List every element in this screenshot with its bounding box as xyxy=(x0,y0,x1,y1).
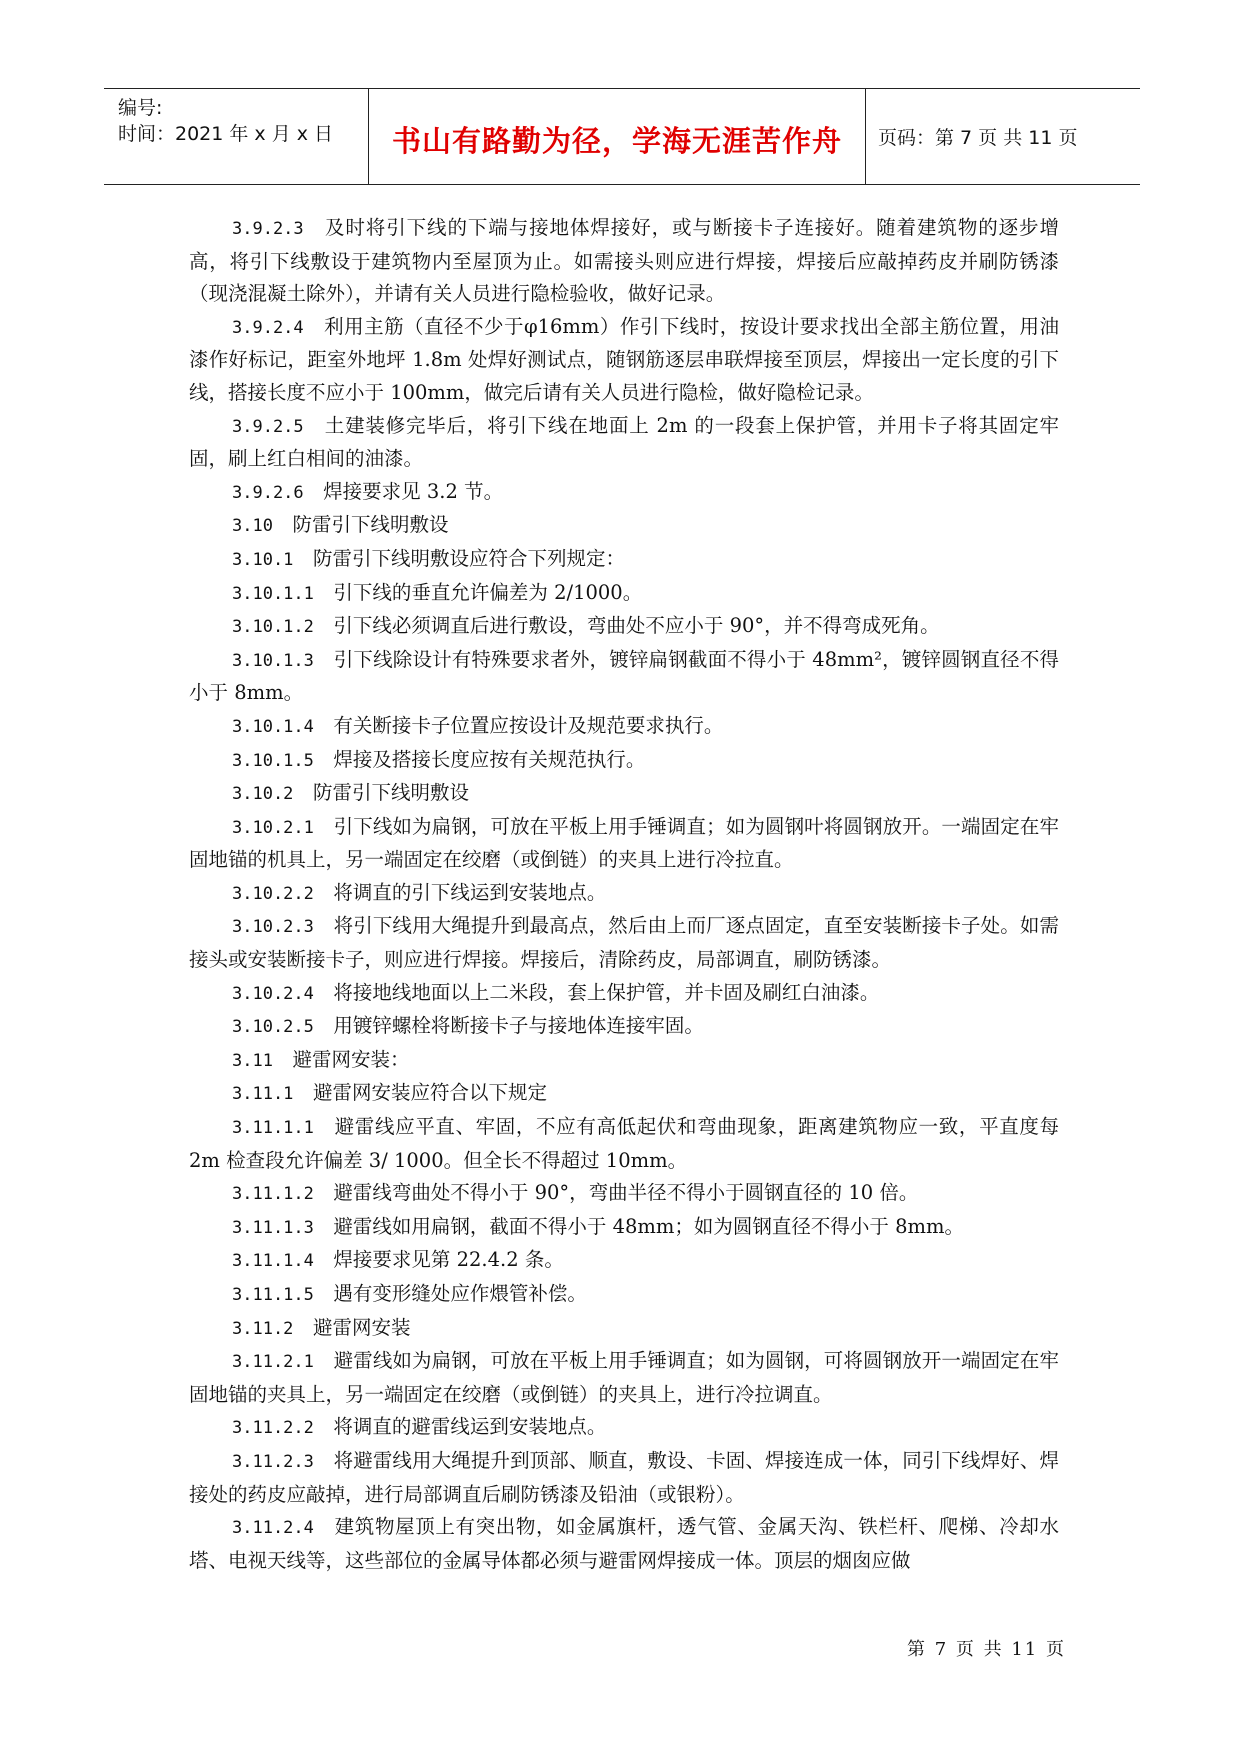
header-motto: 书山有路勤为径，学海无涯苦作舟 xyxy=(391,124,842,158)
paragraph-text: 避雷线如为扁钢，可放在平板上用手锤调直；如为圆钢，可将圆钢放开一端固定在牢固地锚的夹具上，另一端固定在绞磨（或倒链）的夹具上，进行冷拉调直。 xyxy=(189,1349,1059,1406)
paragraph xyxy=(189,777,1059,811)
paragraph xyxy=(189,744,1059,778)
paragraph-text: 焊接要求见 3.2 节。 xyxy=(323,479,504,503)
section-number: 3.10.2.2 xyxy=(232,883,314,904)
section-number: 3.11.1.3 xyxy=(232,1217,314,1238)
section-number: 3.11.1 xyxy=(232,1084,294,1105)
number-gap xyxy=(304,315,324,338)
number-gap xyxy=(314,981,334,1004)
section-number: 3.11.1.5 xyxy=(232,1285,314,1305)
paragraph xyxy=(189,1010,1059,1044)
paragraph-text: 将接地线地面以上二米段，套上保护管，并卡固及刷红白油漆。 xyxy=(333,980,880,1004)
section-number: 3.11.1.1 xyxy=(232,1118,314,1139)
section-number: 3.10 xyxy=(232,516,273,537)
section-number: 3.10.2.1 xyxy=(232,817,314,838)
number-gap xyxy=(314,1181,334,1204)
paragraph-text: 利用主筋（直径不少于φ16mm）作引下线时，按设计要求找出全部主筋位置，用油漆作好标记，距室外地坪 1.8m 处焊好测试点，随钢筋逐层串联焊接至顶层，焊接出一定长度的引下线，搭接长度不应小于 100mm，做完后请有关人员进行隐检，做好隐检记录。 xyxy=(189,314,1059,404)
paragraph-text: 避雷网安装： xyxy=(292,1047,410,1071)
paragraph-text: 焊接要求见第 22.4.2 条。 xyxy=(333,1248,564,1272)
paragraph-text: 避雷网安装 xyxy=(312,1315,411,1339)
section-number: 3.10.2.3 xyxy=(232,917,314,938)
paragraph-text: 避雷线弯曲处不得小于 90°，弯曲半径不得小于圆钢直径的 10 倍。 xyxy=(333,1181,919,1205)
paragraph-text: 引下线除设计有特殊要求者外，镀锌扁钢截面不得小于 48mm²，镀锌圆钢直径不得小于 8mm。 xyxy=(189,647,1059,705)
number-gap xyxy=(314,1248,334,1271)
paragraph xyxy=(189,1111,1059,1177)
paragraph xyxy=(189,577,1059,611)
paragraph-text: 避雷网安装应符合以下规定 xyxy=(312,1081,547,1105)
number-gap xyxy=(314,1515,335,1538)
paragraph xyxy=(189,1445,1059,1511)
paragraph-text: 引下线的垂直允许偏差为 2/1000。 xyxy=(333,580,643,604)
number-gap xyxy=(314,815,334,838)
paragraph xyxy=(189,543,1059,577)
paragraph-text: 避雷线应平直、牢固，不应有高低起伏和弯曲现象，距离建筑物应一致，平直度每 2m 检查段允许偏差 3/ 1000。但全长不得超过 10mm。 xyxy=(189,1115,1059,1172)
paragraph xyxy=(189,1044,1059,1078)
header-page-cell xyxy=(866,89,1140,184)
number-gap xyxy=(314,1215,334,1238)
number-gap xyxy=(314,581,334,604)
section-number: 3.11.2 xyxy=(232,1318,294,1339)
number-gap xyxy=(273,1048,293,1071)
number-gap xyxy=(314,881,334,904)
number-gap xyxy=(273,513,293,536)
section-number: 3.10.2.4 xyxy=(232,983,314,1004)
paragraph xyxy=(189,509,1059,543)
section-number: 3.10.2.5 xyxy=(232,1017,314,1038)
header-page-label: 页码：第 7 页 共 11 页 xyxy=(878,127,1078,149)
paragraph xyxy=(189,1211,1059,1245)
number-gap xyxy=(314,714,334,737)
document-body xyxy=(189,212,1059,1577)
paragraph-text: 用镀锌螺栓将断接卡子与接地体连接牢固。 xyxy=(333,1014,704,1038)
paragraph-text: 建筑物屋顶上有突出物，如金属旗杆，透气管、金属天沟、铁栏杆、爬梯、冷却水塔、电视天线等，这些部位的金属导体都必须与避雷网焊接成一体。顶层的烟囱应做 xyxy=(189,1515,1059,1572)
section-number: 3.11.1.4 xyxy=(232,1251,314,1272)
paragraph-text: 避雷线如用扁钢，截面不得小于 48mm；如为圆钢直径不得小于 8mm。 xyxy=(333,1214,964,1238)
section-number: 3.9.2.6 xyxy=(232,482,304,503)
page-footer: 第 7 页 共 11 页 xyxy=(907,1639,1066,1660)
number-gap xyxy=(314,1415,334,1438)
section-number: 3.11.1.2 xyxy=(232,1184,314,1205)
paragraph xyxy=(189,476,1059,510)
paragraph xyxy=(189,1177,1059,1211)
number-gap xyxy=(293,1081,313,1104)
paragraph xyxy=(189,311,1059,410)
paragraph xyxy=(189,910,1059,976)
number-gap xyxy=(314,914,334,937)
paragraph-text: 防雷引下线明敷设 xyxy=(292,513,449,537)
section-number: 3.10.1.5 xyxy=(232,750,314,771)
paragraph-text: 防雷引下线明敷设 xyxy=(312,781,469,805)
section-number: 3.10.1.2 xyxy=(232,617,314,638)
number-gap xyxy=(293,781,313,804)
section-number: 3.11.2.4 xyxy=(232,1518,314,1539)
paragraph xyxy=(189,644,1059,710)
paragraph-text: 将引下线用大绳提升到最高点，然后由上而厂逐点固定，直至安装断接卡子处。如需接头或安装断接卡子，则应进行焊接。焊接后，清除药皮，局部调直，刷防锈漆。 xyxy=(189,914,1059,972)
paragraph xyxy=(189,1345,1059,1411)
paragraph xyxy=(189,1511,1059,1577)
number-gap xyxy=(314,1014,334,1037)
paragraph-text: 土建装修完毕后，将引下线在地面上 2m 的一段套上保护管，并用卡子将其固定牢固，刷上红白相间的油漆。 xyxy=(189,413,1059,471)
section-number: 3.11 xyxy=(232,1050,273,1071)
paragraph-text: 及时将引下线的下端与接地体焊接好，或与断接卡子连接好。随着建筑物的逐步增高，将引下线敷设于建筑物内至屋顶为止。如需接头则应进行焊接，焊接后应敲掉药皮并刷防锈漆（现浇混凝土除外），并请有关人员进行隐检验收，做好记录。 xyxy=(189,216,1059,306)
header-info-cell xyxy=(104,89,369,184)
number-gap xyxy=(314,748,334,771)
paragraph-text: 有关断接卡子位置应按设计及规范要求执行。 xyxy=(333,713,724,737)
section-number: 3.9.2.4 xyxy=(232,317,304,338)
section-number: 3.10.2 xyxy=(232,784,294,805)
number-gap xyxy=(314,614,334,637)
paragraph xyxy=(189,710,1059,744)
paragraph xyxy=(189,1411,1059,1445)
paragraph xyxy=(189,877,1059,911)
paragraph xyxy=(189,1312,1059,1346)
paragraph-text: 焊接及搭接长度应按有关规范执行。 xyxy=(333,747,646,771)
number-gap xyxy=(314,1449,334,1472)
paragraph-text: 引下线如为扁钢，可放在平板上用手锤调直；如为圆钢叶将圆钢放开。一端固定在牢固地锚的机具上，另一端固定在绞磨（或倒链）的夹具上进行冷拉直。 xyxy=(189,814,1059,872)
paragraph xyxy=(189,610,1059,644)
number-gap xyxy=(314,648,334,671)
paragraph xyxy=(189,977,1059,1011)
paragraph-text: 将调直的避雷线运到安装地点。 xyxy=(333,1415,607,1439)
section-number: 3.10.1 xyxy=(232,549,294,570)
paragraph-text: 防雷引下线明敷设应符合下列规定： xyxy=(312,546,625,570)
section-number: 3.9.2.3 xyxy=(232,219,304,239)
number-gap xyxy=(304,414,325,437)
paragraph xyxy=(189,212,1059,311)
document-code-label: 编号: xyxy=(118,97,163,119)
section-number: 3.11.2.1 xyxy=(232,1352,314,1373)
section-number: 3.10.1.4 xyxy=(232,716,314,737)
number-gap xyxy=(314,1115,335,1138)
paragraph xyxy=(189,410,1059,476)
paragraph-text: 将调直的引下线运到安装地点。 xyxy=(333,880,607,904)
document-time-label: 时间：2021 年 x 月 x 日 xyxy=(118,123,334,145)
header-motto-cell xyxy=(369,89,866,184)
paragraph xyxy=(189,1244,1059,1278)
section-number: 3.11.2.3 xyxy=(232,1451,314,1472)
number-gap xyxy=(304,216,325,239)
number-gap xyxy=(304,480,324,503)
paragraph-text: 引下线必须调直后进行敷设，弯曲处不应小于 90°，并不得弯成死角。 xyxy=(333,614,940,638)
number-gap xyxy=(293,1316,313,1339)
paragraph xyxy=(189,1077,1059,1111)
paragraph xyxy=(189,1278,1059,1312)
paragraph xyxy=(189,811,1059,877)
section-number: 3.10.1.3 xyxy=(232,650,314,671)
page-header xyxy=(104,88,1140,185)
section-number: 3.10.1.1 xyxy=(232,583,314,604)
section-number: 3.9.2.5 xyxy=(232,416,304,437)
number-gap xyxy=(314,1349,334,1372)
number-gap xyxy=(314,1282,334,1305)
number-gap xyxy=(293,547,313,570)
paragraph-text: 遇有变形缝处应作煨管补偿。 xyxy=(333,1282,587,1305)
paragraph-text: 将避雷线用大绳提升到顶部、顺直，敷设、卡固、焊接连成一体，同引下线焊好、焊接处的药皮应敲掉，进行局部调直后刷防锈漆及铅油（或银粉）。 xyxy=(189,1448,1059,1506)
section-number: 3.11.2.2 xyxy=(232,1418,314,1439)
